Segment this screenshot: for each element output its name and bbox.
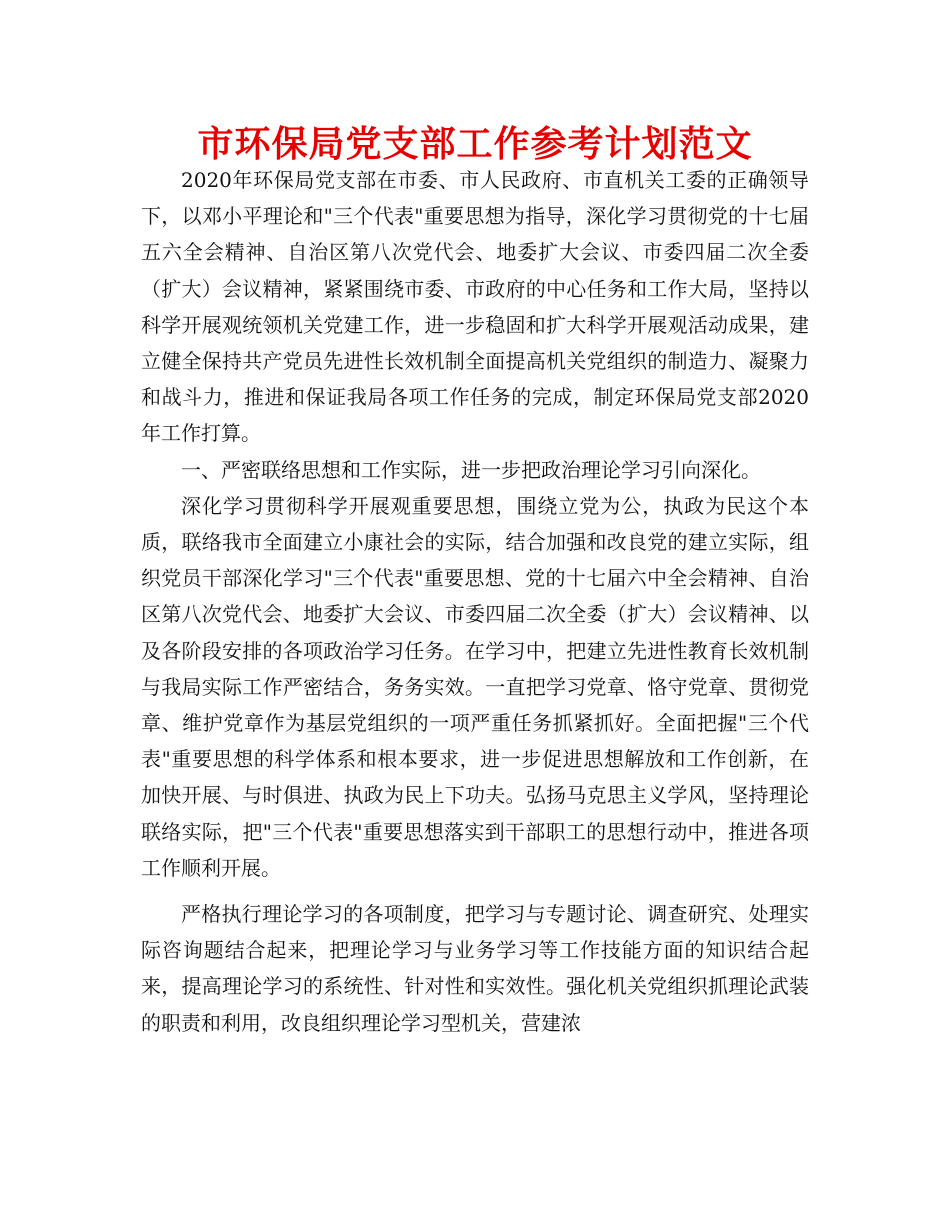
paragraph-system: 严格执行理论学习的各项制度，把学习与专题讨论、调查研究、处理实际咨询题结合起来，把理论学习与业务学习等工作技能方面的知识结合起来，提高理论学习的系统性、针对性和实效性。强化机关党组织抓理论武装的职责和利用，改良组织理论学习型机关，营建浓 bbox=[141, 902, 809, 1035]
paragraph-intro: 2020年环保局党支部在市委、市人民政府、市直机关工委的正确领导下，以邓小平理论和"三个代表"重要思想为指导，深化学习贯彻党的十七届五六全会精神、自治区第八次党代会、地委扩大会议、市委四届二次全委（扩大）会议精神，紧紧围绕市委、市政府的中心任务和工作大局，坚持以科学开展观统领机关党建工作，进一步稳固和扩大科学开展观活动成果，建立健全保持共产党员先进性长效机制全面提高机关党组织的制造力、凝聚力和战斗力，推进和保证我局各项工作任务的完成，制定环保局党支部2020年工作打算。 bbox=[141, 168, 809, 446]
document-body bbox=[141, 162, 809, 1041]
paragraph-heading-1: 一、严密联络思想和工作实际，进一步把政治理论学习引向深化。 bbox=[181, 457, 761, 482]
document-title: 市环保局党支部工作参考计划范文 bbox=[197, 123, 753, 165]
paragraph-study: 深化学习贯彻科学开展观重要思想，围绕立党为公，执政为民这个本质，联络我市全面建立小康社会的实际，结合加强和改良党的建立实际，组织党员干部深化学习"三个代表"重要思想、党的十七届六中全会精神、自治区第八次党代会、地委扩大会议、市委四届二次全委（扩大）会议精神、以及各阶段安排的各项政治学习任务。在学习中，把建立先进性教育长效机制与我局实际工作严密结合，务务实效。一直把学习党章、恪守党章、贯彻党章、维护党章作为基层党组织的一项严重任务抓紧抓好。全面把握"三个代表"重要思想的科学体系和根本要求，进一步促进思想解放和工作创新，在加快开展、与时俱进、执政为民上下功夫。弘扬马克思主义学风，坚持理论联络实际，把"三个代表"重要思想落实到干部职工的思想行动中，推进各项工作顺利开展。 bbox=[141, 493, 809, 880]
